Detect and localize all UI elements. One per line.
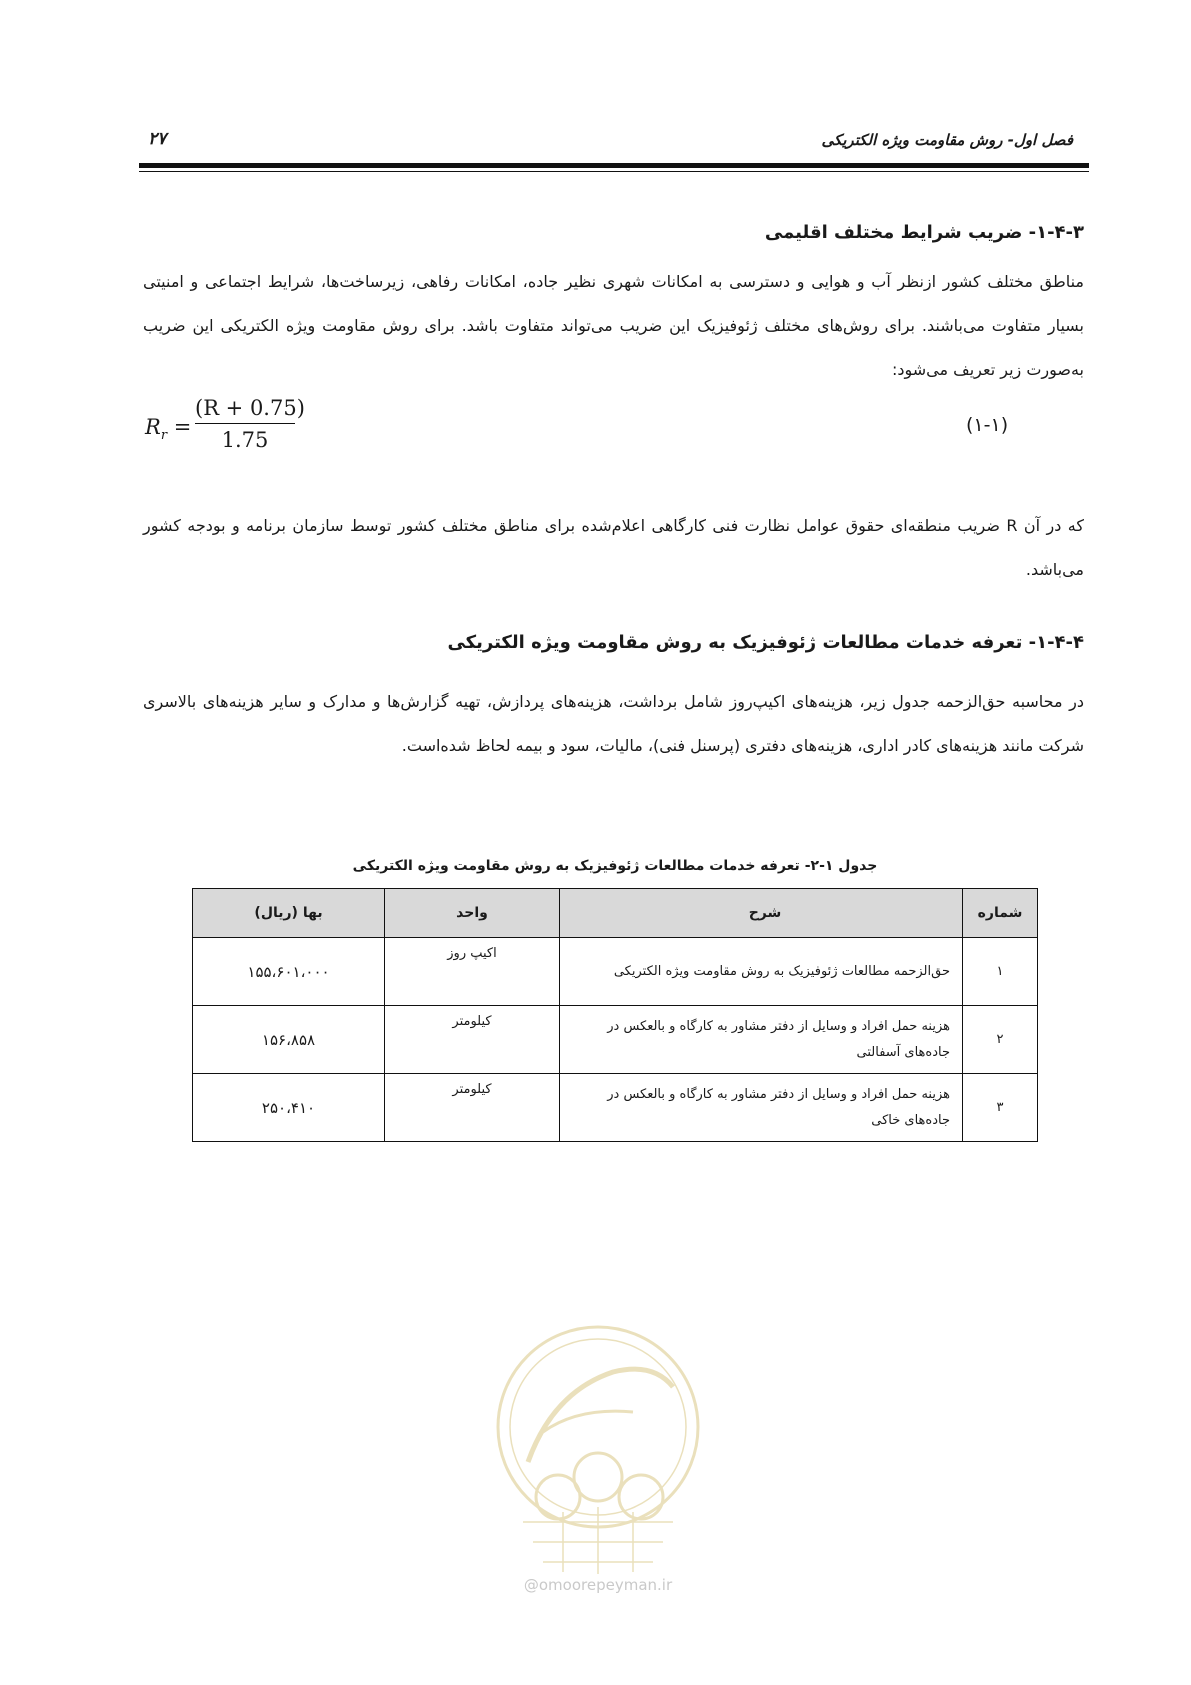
column-header-unit: واحد bbox=[385, 889, 560, 938]
running-header-chapter: فصل اول- روش مقاومت ویژه الکتریکی bbox=[821, 131, 1073, 149]
row-description: حق‌الزحمه مطالعات ژئوفیزیک به روش مقاومت ویژه الکتریکی bbox=[560, 938, 963, 1006]
formula-fraction bbox=[195, 396, 305, 452]
row-description: هزینه حمل افراد و وسایل از دفتر مشاور به کارگاه و بالعکس در جاده‌های آسفالتی bbox=[560, 1006, 963, 1074]
paragraph-tariff: در محاسبه حق‌الزحمه جدول زیر، هزینه‌های اکیپ‌روز شامل برداشت، هزینه‌های پردازش، تهیه گزارش‌ها و مدارک و سایر هزینه‌های بالاسری شرکت مانند هزینه‌های کادر اداری، هزینه‌های دفتری (پرسنل فنی)، مالیات، سود و بیمه لحاظ شده‌است. bbox=[143, 692, 1084, 755]
row-price: ۱۵۶،۸۵۸ bbox=[193, 1006, 385, 1074]
tariff-table bbox=[192, 888, 1038, 1142]
row-unit: کیلومتر bbox=[385, 1074, 560, 1142]
row-number: ۱ bbox=[963, 938, 1038, 1006]
formula-lhs: $R_r$ = bbox=[145, 415, 192, 444]
equation-number: (۱-۱) bbox=[966, 414, 1009, 436]
table-row bbox=[193, 1006, 1038, 1074]
row-number: ۳ bbox=[963, 1074, 1038, 1142]
table-row bbox=[193, 1074, 1038, 1142]
row-number: ۲ bbox=[963, 1006, 1038, 1074]
formula-numerator: (R + 0.75) bbox=[195, 396, 305, 420]
table-row bbox=[193, 938, 1038, 1006]
table-header-row bbox=[193, 889, 1038, 938]
formula-denominator: 1.75 bbox=[221, 428, 269, 452]
page-number: ۲۷ bbox=[148, 129, 167, 149]
watermark-url: @omoorepeyman.ir bbox=[523, 1576, 673, 1594]
column-header-number: شماره bbox=[963, 889, 1038, 938]
column-header-price: بها (ریال) bbox=[193, 889, 385, 938]
row-price: ۱۵۵،۶۰۱،۰۰۰ bbox=[193, 938, 385, 1006]
column-header-description: شرح bbox=[560, 889, 963, 938]
watermark-logo bbox=[483, 1312, 713, 1577]
row-unit: اکیپ روز bbox=[385, 938, 560, 1006]
header-rule-thick bbox=[139, 163, 1089, 168]
section-heading-climate: ۱-۴-۳- ضریب شرایط مختلف اقلیمی bbox=[764, 222, 1084, 243]
table-caption: جدول ۱-۲- تعرفه خدمات مطالعات ژئوفیزیک به روش مقاومت ویژه الکتریکی bbox=[352, 858, 878, 874]
row-description: هزینه حمل افراد و وسایل از دفتر مشاور به کارگاه و بالعکس در جاده‌های خاکی bbox=[560, 1074, 963, 1142]
header-rule-thin bbox=[139, 171, 1089, 172]
row-unit: کیلومتر bbox=[385, 1006, 560, 1074]
section-heading-tariff: ۱-۴-۴- تعرفه خدمات مطالعات ژئوفیزیک به روش مقاومت ویژه الکتریکی bbox=[447, 632, 1084, 653]
row-price: ۲۵۰،۴۱۰ bbox=[193, 1074, 385, 1142]
paragraph-climate: مناطق مختلف کشور ازنظر آب و هوایی و دسترسی به امکانات شهری نظیر جاده، امکانات رفاهی، زیرساخت‌ها، شرایط اجتماعی و امنیتی بسیار متفاوت می‌باشند. برای روش‌های مختلف ژئوفیزیک این ضریب می‌تواند متفاوت باشد. برای روش مقاومت ویژه الکتریکی این ضریب به‌صورت زیر تعریف می‌شود: bbox=[143, 272, 1084, 379]
paragraph-formula-note: که در آن R ضریب منطقه‌ای حقوق عوامل نظارت فنی کارگاهی اعلام‌شده برای مناطق مختلف کشور توسط سازمان برنامه و بودجه کشور می‌باشد. bbox=[143, 516, 1085, 579]
